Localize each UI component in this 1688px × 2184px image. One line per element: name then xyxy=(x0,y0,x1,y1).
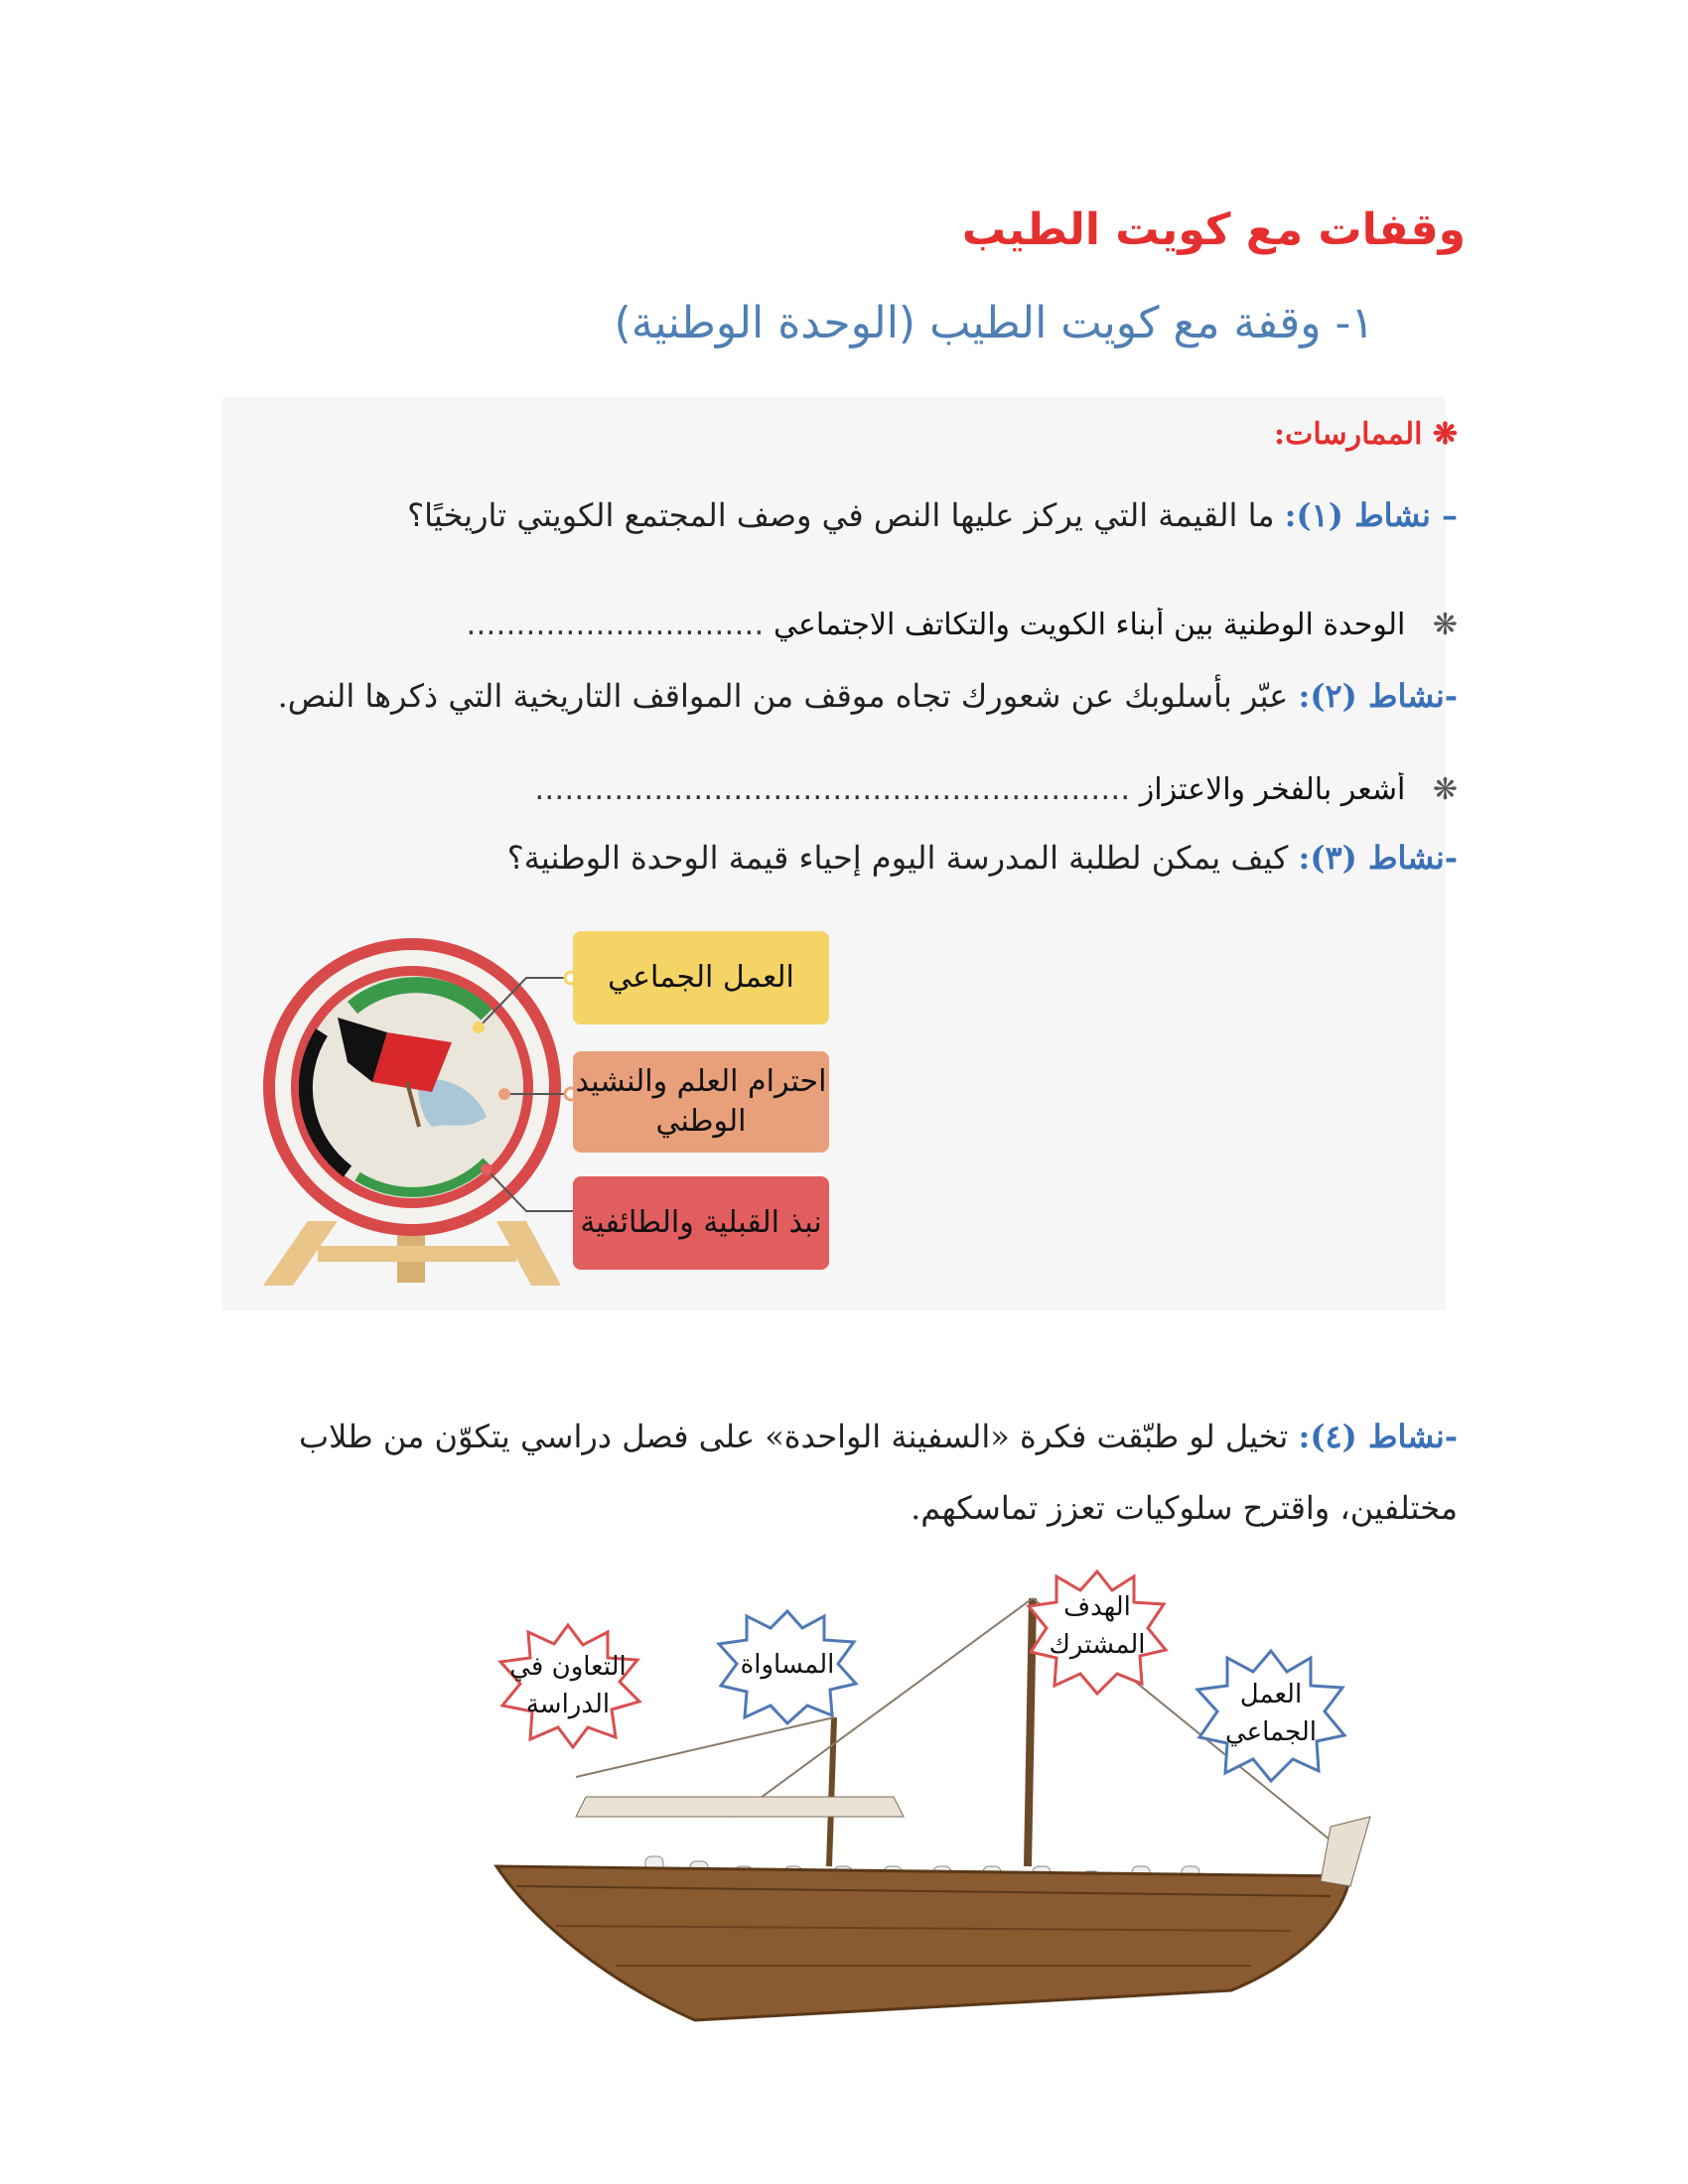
connector-lines xyxy=(467,923,586,1251)
activity-4-question-2: مختلفين، واقترح سلوكيات تعزز تماسكهم. xyxy=(911,1489,1458,1527)
burst-equality-label: المساواة xyxy=(740,1650,835,1680)
activity-2-answer[interactable]: أشعر بالفخر والاعتزاز xyxy=(1139,772,1406,807)
burst-teamwork-label: العمل الجماعي xyxy=(1224,1680,1318,1747)
activity-4-question-line-1 xyxy=(246,1418,1458,1455)
activity-2-dots: …………………………………………………… xyxy=(534,772,1131,807)
activity-3-question-line xyxy=(246,839,1458,877)
asterisk-icon: ❋ xyxy=(1432,608,1458,642)
asterisk-icon: ❋ xyxy=(1432,772,1458,807)
activity-1-label: – نشاط (١): xyxy=(1284,496,1458,534)
value-box-reject-tribalism: نبذ القبلية والطائفية xyxy=(573,1176,829,1270)
page-subtitle: ١- وقفة مع كويت الطيب (الوحدة الوطنية) xyxy=(614,298,1374,348)
activity-4-label: -نشاط (٤): xyxy=(1298,1418,1458,1455)
burst-cooperation-label: التعاون في الدراسة xyxy=(509,1652,627,1719)
page-title: وقفات مع كويت الطيب xyxy=(961,205,1466,255)
value-box-flag-anthem: احترام العلم والنشيد الوطني xyxy=(573,1051,829,1153)
value-box-teamwork: العمل الجماعي xyxy=(573,931,829,1024)
activity-3-label: -نشاط (٣): xyxy=(1298,839,1458,877)
activity-1-answer[interactable]: الوحدة الوطنية بين أبناء الكويت والتكاتف الاجتماعي xyxy=(773,608,1406,642)
activity-1-answer-line xyxy=(226,608,1458,642)
activity-2-answer-line xyxy=(226,772,1458,807)
burst-common-goal-label: الهدف المشترك xyxy=(1049,1592,1146,1660)
activity-2-label: -نشاط (٢): xyxy=(1298,677,1458,715)
activity-1-question: ما القيمة التي يركز عليها النص في وصف المجتمع الكويتي تاريخيًا؟ xyxy=(407,496,1275,534)
activity-3-question: كيف يمكن لطلبة المدرسة اليوم إحياء قيمة الوحدة الوطنية؟ xyxy=(506,839,1289,877)
practices-heading: ❋ الممارسات: xyxy=(1274,417,1458,452)
activity-2-question: عبّر بأسلوبك عن شعورك تجاه موقف من المواقف التاريخية التي ذكرها النص. xyxy=(277,677,1289,715)
activity-4-question-line-2 xyxy=(246,1489,1458,1527)
activity-1-question-line xyxy=(246,496,1458,534)
activity-2-question-line xyxy=(246,677,1458,715)
activity-1-dots: ………………………… xyxy=(466,608,765,642)
activity-4-question-1: تخيل لو طبّقت فكرة «السفينة الواحدة» على فصل دراسي يتكوّن من طلاب xyxy=(299,1418,1289,1455)
ship-hull xyxy=(496,1866,1350,2020)
